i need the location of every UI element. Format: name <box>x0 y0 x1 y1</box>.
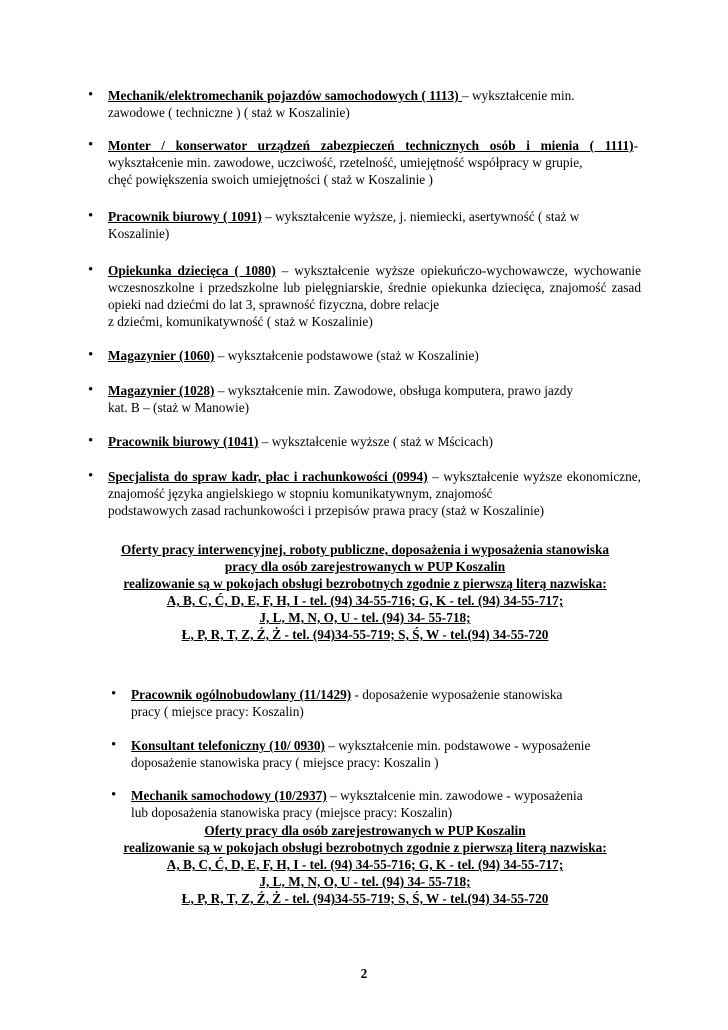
offer-description: – wykształcenie podstawowe (staż w Koszalinie) <box>214 348 479 363</box>
offer-title: Magazynier (1060) <box>108 348 215 363</box>
offer-title: Pracownik biurowy (1041) <box>108 434 259 449</box>
offer-title: Pracownik ogólnobudowlany (11/1429) <box>131 687 352 702</box>
offer-description: – wykształcenie min. podstawowe - wyposażenie <box>324 738 591 753</box>
heading-line: Oferty pracy dla osób zarejestrowanych w PUP Koszalin <box>204 823 526 838</box>
bullet-icon: • <box>88 433 94 449</box>
bullet-icon: • <box>88 347 94 363</box>
heading-line: realizowanie są w pokojach obsługi bezrobotnych zgodnie z pierwszą literą nazwiska: <box>123 576 607 591</box>
bullet-icon: • <box>111 686 117 702</box>
heading-line: realizowanie są w pokojach obsługi bezrobotnych zgodnie z pierwszą literą nazwiska: <box>123 840 607 855</box>
offer-item <box>88 433 641 450</box>
offer-description: - wykształcenie min. zawodowe, uczciwość, rzetelność, umiejętność współpracy w grupie, <box>108 138 638 170</box>
offer-description-end: doposażenie stanowiska pracy ( miejsce pracy: Koszalin ) <box>131 755 439 770</box>
offer-description-end: Koszalinie) <box>108 226 170 241</box>
offer-description: – wykształcenie min. <box>461 88 575 103</box>
bullet-icon: • <box>111 787 117 803</box>
heading-line: J, L, M, N, O, U - tel. (94) 34- 55-718; <box>259 874 471 889</box>
offer-title: Monter / konserwator urządzeń zabezpieczeń technicznych osób i mienia ( 1111) <box>108 138 634 153</box>
bullet-icon: • <box>88 137 94 153</box>
offer-item <box>88 208 638 242</box>
offer-description-end: chęć powiększenia swoich umiejętności ( staż w Koszalinie ) <box>108 172 433 187</box>
offer-item <box>88 347 641 364</box>
heading-line: pracy dla osób zarejestrowanych w PUP Koszalin <box>224 559 506 574</box>
offer-title: Mechanik samochodowy (10/2937) <box>131 788 327 803</box>
offer-description-end: z dziećmi, komunikatywność ( staż w Koszalinie) <box>108 314 373 329</box>
offer-title: Mechanik/elektromechanik pojazdów samochodowych ( 1113) <box>108 88 462 103</box>
section-heading-registered-offers <box>80 822 650 907</box>
offer-item <box>88 87 638 121</box>
offer-description-end: zawodowe ( techniczne ) ( staż w Koszalinie) <box>108 105 350 120</box>
heading-line: A, B, C, Ć, D, E, F, H, I - tel. (94) 34-55-716; G, K - tel. (94) 34-55-717; <box>166 593 564 608</box>
offer-description: – wykształcenie wyższe, j. niemiecki, asertywność ( staż w <box>261 209 580 224</box>
offer-item <box>111 737 641 771</box>
bullet-icon: • <box>88 87 94 103</box>
offer-description: – wykształcenie wyższe opiekuńczo-wychowawcze, wychowanie wczesnoszkolne i przedszkolne lub pielęgniarskie, średnie opiekunka dziecięca, znajomość zasad opieki nad dziećmi do lat 3, sprawność fizyczna, dobre relacje <box>108 263 641 312</box>
offer-title: Opiekunka dziecięca ( 1080) <box>108 263 276 278</box>
offer-description-end: podstawowych zasad rachunkowości i przepisów prawa pracy (staż w Koszalinie) <box>108 503 545 518</box>
offer-item <box>88 137 638 188</box>
offer-item <box>111 787 641 821</box>
offer-item <box>88 468 641 519</box>
bullet-icon: • <box>111 737 117 753</box>
bullet-icon: • <box>88 262 94 278</box>
offer-description-end: pracy ( miejsce pracy: Koszalin) <box>131 704 304 719</box>
heading-line: Oferty pracy interwencyjnej, roboty publiczne, doposażenia i wyposażenia stanowiska <box>120 542 610 557</box>
section-heading-intervention-offers <box>80 541 650 643</box>
offer-description: – wykształcenie wyższe ( staż w Mścicach) <box>258 434 493 449</box>
offer-title: Pracownik biurowy ( 1091) <box>108 209 262 224</box>
bullet-icon: • <box>88 382 94 398</box>
offer-description: – wykształcenie min. Zawodowe, obsługa komputera, prawo jazdy <box>214 383 574 398</box>
offer-description-end: kat. B – (staż w Manowie) <box>108 400 250 415</box>
offer-title: Konsultant telefoniczny (10/ 0930) <box>131 738 325 753</box>
bullet-icon: • <box>88 208 94 224</box>
page-number: 2 <box>360 966 368 981</box>
heading-line: J, L, M, N, O, U - tel. (94) 34- 55-718; <box>259 610 471 625</box>
offer-item <box>88 262 641 330</box>
heading-line: Ł, P, R, T, Z, Ź, Ż - tel. (94)34-55-719; S, Ś, W - tel.(94) 34-55-720 <box>181 627 549 642</box>
offer-description: - doposażenie wyposażenie stanowiska <box>351 687 563 702</box>
bullet-icon: • <box>88 468 94 484</box>
offer-description: – wykształcenie wyższe ekonomiczne, znajomość języka angielskiego w stopniu komunikatywnym, znajomość <box>108 469 641 501</box>
offer-title: Magazynier (1028) <box>108 383 215 398</box>
offer-description: – wykształcenie min. zawodowe - wyposażenia <box>326 788 583 803</box>
heading-line: Ł, P, R, T, Z, Ź, Ż - tel. (94)34-55-719; S, Ś, W - tel.(94) 34-55-720 <box>181 891 549 906</box>
offer-item <box>88 382 641 416</box>
offer-description-end: lub doposażenia stanowiska pracy (miejsce pracy: Koszalin) <box>131 805 453 820</box>
offer-title: Specjalista do spraw kadr, płac i rachunkowości (0994) <box>108 469 428 484</box>
offer-item <box>111 686 641 720</box>
heading-line: A, B, C, Ć, D, E, F, H, I - tel. (94) 34-55-716; G, K - tel. (94) 34-55-717; <box>166 857 564 872</box>
